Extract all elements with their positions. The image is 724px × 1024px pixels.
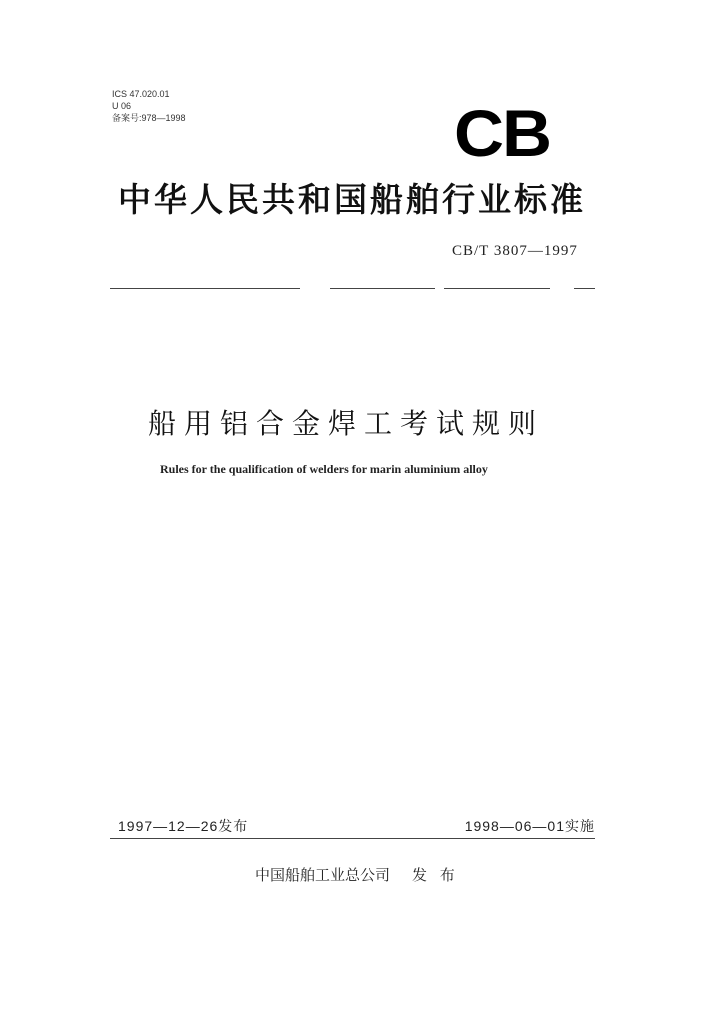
header-divider-segment [330,288,435,289]
cb-logo: CB [454,96,550,170]
footer-divider [110,838,595,839]
header-divider-segment [574,288,595,289]
effective-date: 1998—06—01实施 [464,818,595,834]
issuer-action: 发 布 [412,866,459,884]
ccs-code: U 06 [112,101,132,111]
header-divider-segment [444,288,550,289]
header-divider-segment [110,288,300,289]
issuer-name: 中国船舶工业总公司 [255,866,391,884]
document-title-english: Rules for the qualification of welders for marin aluminium alloy [160,462,488,476]
standard-code: CB/T 3807—1997 [452,243,578,259]
record-number: 备案号:978—1998 [112,113,186,123]
standard-title: 中华人民共和国船舶行业标准 [118,180,586,219]
document-title-chinese: 船用铝合金焊工考试规则 [148,407,545,440]
ics-code: ICS 47.020.01 [112,89,170,99]
issue-date: 1997—12—26发布 [118,818,249,834]
